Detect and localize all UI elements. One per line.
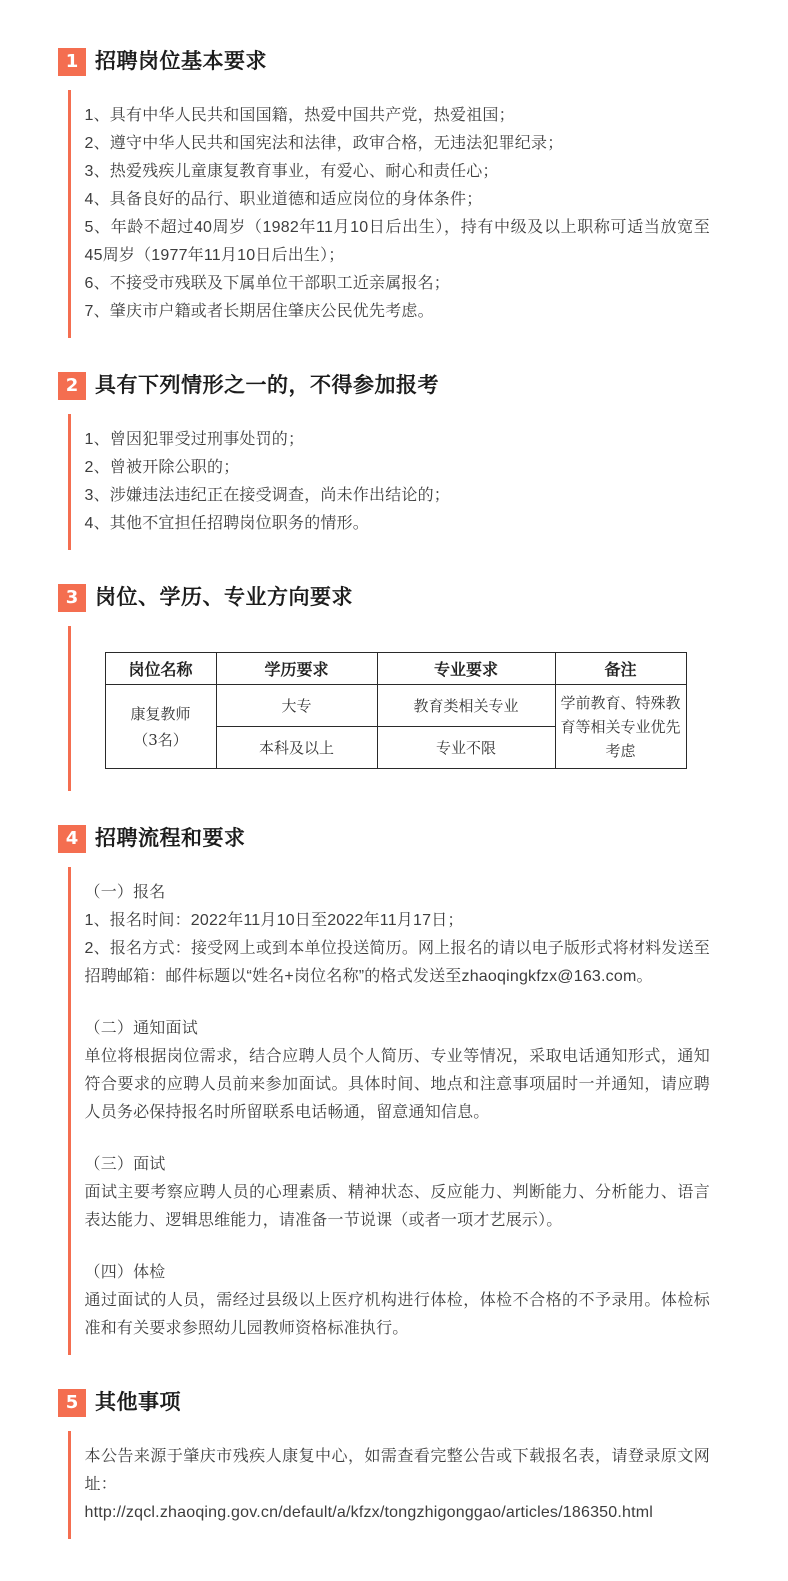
paragraph: 2、报名方式：接受网上或到本单位投送简历。网上报名的请以电子版形式将材料发送至招聘邮箱：邮件标题以“姓名+岗位名称”的格式发送至zhaoqingkfzx@163.com。 [84,940,710,985]
paragraph: 面试主要考察应聘人员的心理素质、精神状态、反应能力、判断能力、分析能力、语言表达能力、逻辑思维能力，请准备一节说课（或者一项才艺展示）。 [84,1184,710,1229]
section-2-number-badge: 2 [58,372,86,400]
column-header-remark: 备注 [555,653,686,685]
list-item: 1、具有中华人民共和国国籍，热爱中国共产党，热爱祖国； [84,107,515,124]
section-position-requirements [58,584,710,791]
section-4-header [58,825,710,853]
section-5-title: 其他事项 [95,1391,181,1414]
section-2-title: 具有下列情形之一的，不得参加报考 [95,374,439,397]
list-item: 1、曾因犯罪受过刑事处罚的； [84,431,305,448]
subsection-heading: （一）报名 [84,884,166,901]
section-5-header [58,1389,710,1417]
position-name-line: 康复教师 [130,704,191,723]
section-3-content [68,626,710,791]
list-item: 7、肇庆市户籍或者长期居住肇庆公民优先考虑。 [84,303,434,320]
list-item: 6、不接受市残联及下属单位干部职工近亲属报名； [84,275,450,292]
cell-major: 教育类相关专业 [377,685,555,727]
section-5-content [68,1431,710,1539]
list-item: 5、年龄不超过40周岁（1982年11月10日后出生），持有中级及以上职称可适当放宽至45周岁（1977年11月10日后出生）； [84,219,710,264]
table-row [105,685,686,727]
section-1-header [58,48,710,76]
section-basic-requirements [58,48,710,338]
source-note: 本公告来源于肇庆市残疾人康复中心，如需查看完整公告或下载报名表，请登录原文网址： [84,1448,710,1493]
subsection-heading: （三）面试 [84,1156,166,1173]
section-5-number-badge: 5 [58,1389,86,1417]
source-url: http://zqcl.zhaoqing.gov.cn/default/a/kfzx/tongzhigonggao/articles/186350.html [84,1504,654,1521]
cell-position-name [105,685,216,769]
cell-major: 专业不限 [377,727,555,769]
subsection-interview [85,1151,711,1235]
subsection-registration [85,879,711,991]
section-3-title: 岗位、学历、专业方向要求 [95,586,353,609]
list-item: 2、曾被开除公职的； [84,459,240,476]
section-4-title: 招聘流程和要求 [95,827,246,850]
section-disqualifications [58,372,710,550]
section-1-number-badge: 1 [58,48,86,76]
section-1-content [68,90,710,338]
section-recruitment-process [58,825,710,1355]
list-item: 4、其他不宜担任招聘岗位职务的情形。 [84,515,369,532]
section-2-content [68,414,710,550]
section-3-number-badge: 3 [58,584,86,612]
section-4-content [68,867,710,1355]
position-requirements-table [105,652,687,769]
subsection-heading: （二）通知面试 [84,1020,198,1037]
paragraph: 1、报名时间：2022年11月10日至2022年11月17日； [84,912,464,929]
list-item: 3、涉嫌违法违纪正在接受调查，尚未作出结论的； [84,487,450,504]
subsection-physical-exam [85,1259,711,1343]
section-2-header [58,372,710,400]
paragraph: 通过面试的人员，需经过县级以上医疗机构进行体检，体检不合格的不予录用。体检标准和有关要求参照幼儿园教师资格标准执行。 [84,1292,710,1337]
column-header-education: 学历要求 [216,653,377,685]
column-header-major: 专业要求 [377,653,555,685]
subsection-heading: （四）体检 [84,1264,166,1281]
cell-education: 本科及以上 [216,727,377,769]
cell-remark: 学前教育、特殊教育等相关专业优先考虑 [555,685,686,769]
column-header-position: 岗位名称 [105,653,216,685]
list-item: 3、热爱残疾儿童康复教育事业，有爱心、耐心和责任心； [84,163,499,180]
table-header-row [105,653,686,685]
section-3-header [58,584,710,612]
cell-education: 大专 [216,685,377,727]
section-other-matters [58,1389,710,1539]
subsection-interview-notice [85,1015,711,1127]
position-count-line: （3名） [133,730,188,749]
list-item: 2、遵守中华人民共和国宪法和法律，政审合格，无违法犯罪纪录； [84,135,564,152]
list-item: 4、具备良好的品行、职业道德和适应岗位的身体条件； [84,191,483,208]
section-1-title: 招聘岗位基本要求 [95,50,267,73]
paragraph: 单位将根据岗位需求，结合应聘人员个人简历、专业等情况，采取电话通知形式，通知符合要求的应聘人员前来参加面试。具体时间、地点和注意事项届时一并通知，请应聘人员务必保持报名时所留联系电话畅通，留意通知信息。 [84,1048,710,1121]
section-4-number-badge: 4 [58,825,86,853]
